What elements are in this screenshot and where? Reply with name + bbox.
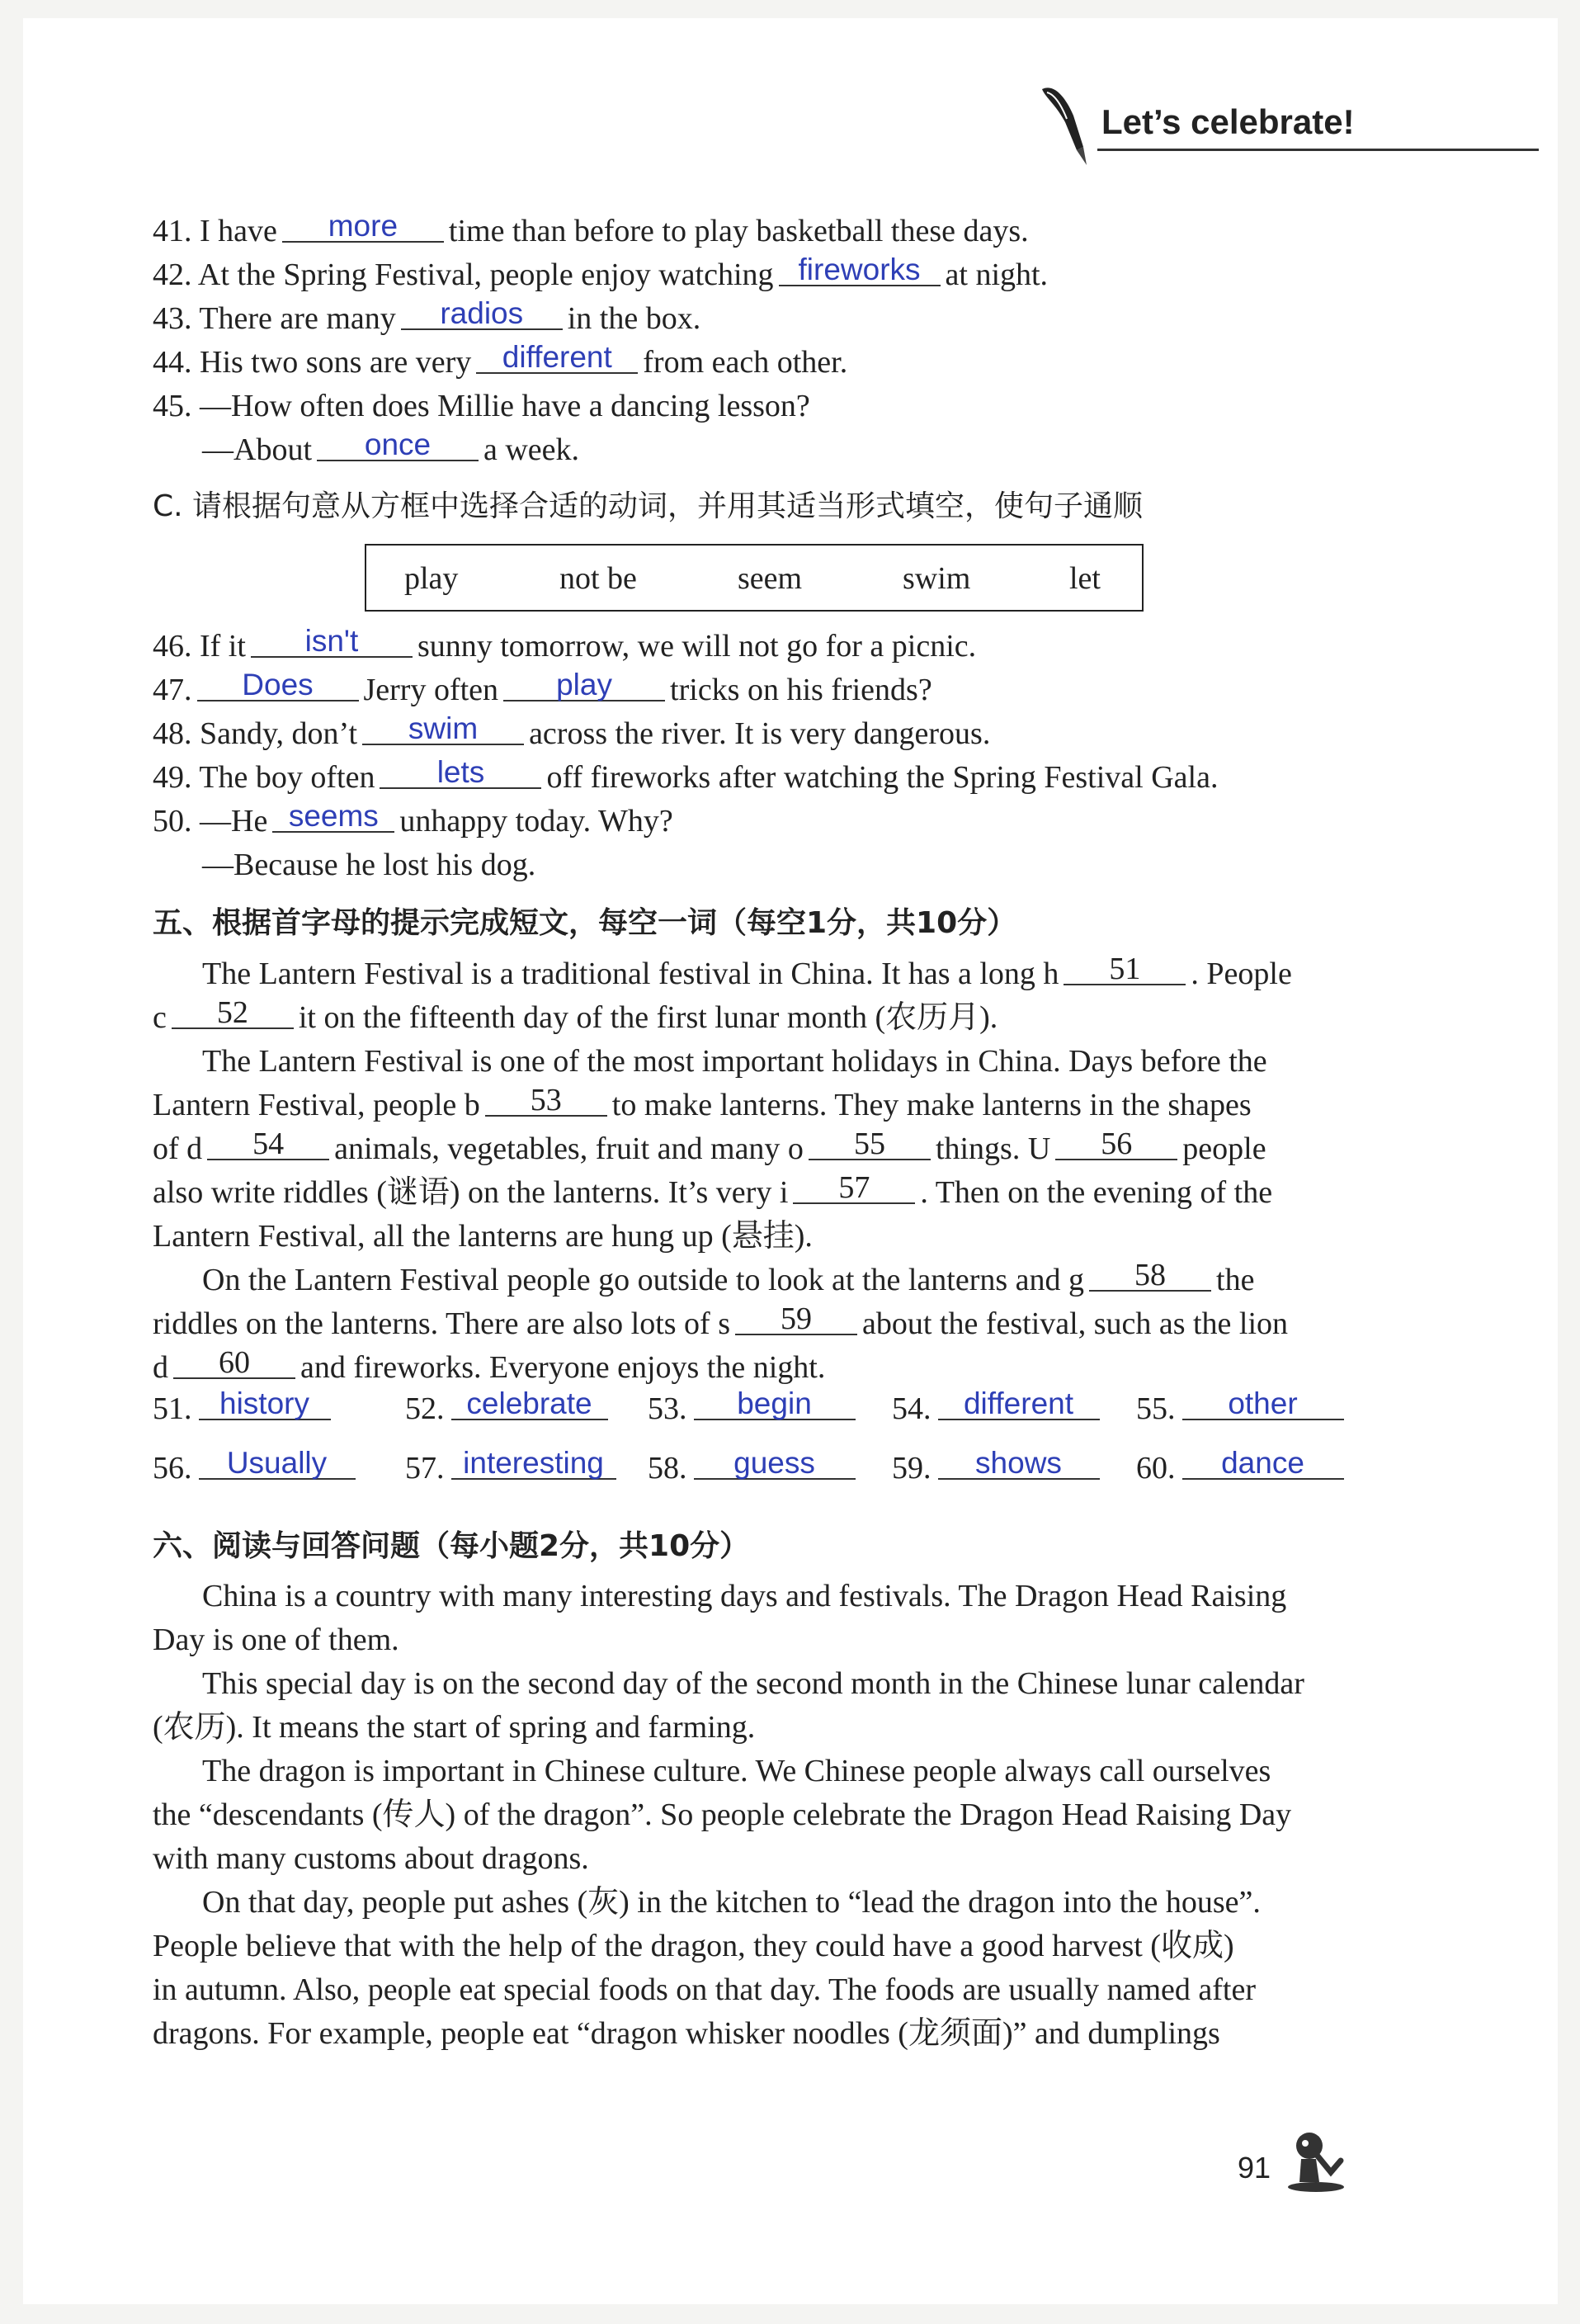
answer-44: different	[502, 340, 612, 374]
question-45: 45. —How often does Millie have a dancing lesson?	[153, 389, 810, 423]
reading-line: the “descendants (传人) of the dragon”. So people celebrate the Dragon Head Raising Day	[153, 1797, 1292, 1832]
question-43: 43. There are many radios in the box.	[153, 296, 701, 336]
reading-line: This special day is on the second day of the second month in the Chinese lunar calendar	[202, 1666, 1304, 1701]
reading-line: (农历). It means the start of spring and farming.	[153, 1710, 756, 1745]
answer-47a: Does	[242, 668, 314, 701]
answer-48: swim	[408, 711, 479, 745]
reading-line: The dragon is important in Chinese culture. We Chinese people always call ourselves	[202, 1754, 1271, 1788]
answer-45: once	[364, 427, 432, 461]
passage-line: c 52 it on the fifteenth day of the first lunar month (农历月).	[153, 995, 998, 1035]
answer-60: 60. dance	[1136, 1450, 1344, 1486]
answer-41: more	[328, 209, 399, 243]
passage-line: The Lantern Festival is a traditional festival in China. It has a long h 51 . People	[202, 952, 1292, 991]
question-44: 44. His two sons are very different from each other.	[153, 340, 848, 380]
passage-line: Lantern Festival, people b 53 to make lanterns. They make lanterns in the shapes	[153, 1083, 1252, 1122]
reading-line: Day is one of them.	[153, 1623, 399, 1657]
answer-59: 59. shows	[892, 1450, 1100, 1486]
passage-line: Lantern Festival, all the lanterns are hung up (悬挂).	[153, 1219, 813, 1254]
answer-52: 52. celebrate	[405, 1391, 608, 1427]
part-c-instruction: C. 请根据句意从方框中选择合适的动词，并用其适当形式填空，使句子通顺	[153, 489, 1144, 523]
reading-line: dragons. For example, people eat “dragon whisker noodles (龙须面)” and dumplings	[153, 2016, 1220, 2051]
question-50: 50. —He seems unhappy today. Why?	[153, 799, 673, 838]
reading-line: in autumn. Also, people eat special foods on that day. The foods are usually named after	[153, 1972, 1257, 2007]
word-box-item: play	[404, 561, 459, 596]
question-42: 42. At the Spring Festival, people enjoy watching fireworks at night.	[153, 253, 1049, 292]
word-box	[365, 544, 1144, 612]
reading-line: China is a country with many interesting days and festivals. The Dragon Head Raising	[202, 1579, 1287, 1613]
header-rule	[1097, 149, 1539, 151]
passage-line: also write riddles (谜语) on the lanterns. It’s very i 57 . Then on the evening of the	[153, 1170, 1273, 1210]
answer-53: 53. begin	[648, 1391, 856, 1427]
passage-line: d 60 and fireworks. Everyone enjoys the night.	[153, 1345, 826, 1385]
question-45-reply: —About once a week.	[202, 427, 580, 467]
section-6-heading: 六、阅读与回答问题（每小题2分，共10分）	[153, 1529, 750, 1563]
reading-line: with many customs about dragons.	[153, 1841, 589, 1876]
question-50-reply: —Because he lost his dog.	[202, 848, 536, 882]
passage-line: On the Lantern Festival people go outside to look at the lanterns and g 58 the	[202, 1258, 1255, 1297]
reading-line: On that day, people put ashes (灰) in the kitchen to “lead the dragon into the house”.	[202, 1885, 1261, 1920]
question-49: 49. The boy often lets off fireworks after watching the Spring Festival Gala.	[153, 755, 1219, 795]
word-box-item: not be	[559, 561, 637, 596]
answer-49: lets	[436, 755, 485, 789]
question-47: 47. Does Jerry often play tricks on his friends?	[153, 668, 932, 707]
passage-line: The Lantern Festival is one of the most important holidays in China. Days before the	[202, 1044, 1267, 1079]
answer-46: isn't	[304, 624, 359, 658]
word-box-item: seem	[738, 561, 803, 596]
passage-line: of d 54 animals, vegetables, fruit and many o 55 things. U 56 people	[153, 1127, 1266, 1166]
reading-line: People believe that with the help of the dragon, they could have a good harvest (收成)	[153, 1929, 1234, 1963]
section-5-heading: 五、根据首字母的提示完成短文，每空一词（每空1分，共10分）	[153, 906, 1017, 940]
pen-icon	[1035, 83, 1093, 169]
answer-56: 56. Usually	[153, 1450, 356, 1486]
answer-55: 55. other	[1136, 1391, 1344, 1427]
answer-58: 58. guess	[648, 1450, 856, 1486]
word-box-item: let	[1069, 561, 1101, 596]
page-number: 91	[1238, 2151, 1271, 2185]
answer-57: 57. interesting	[405, 1450, 616, 1486]
chapter-title: Let’s celebrate!	[1101, 102, 1355, 141]
question-48: 48. Sandy, don’t swim across the river. It is very dangerous.	[153, 711, 991, 751]
answer-47b: play	[556, 668, 612, 701]
answer-43: radios	[440, 296, 524, 330]
answer-50: seems	[288, 799, 379, 833]
chapter-header	[1035, 83, 1539, 157]
answer-51: 51. history	[153, 1391, 331, 1427]
answer-54: 54. different	[892, 1391, 1100, 1427]
word-box-item: swim	[903, 561, 971, 596]
question-41: 41. I have more time than before to play basketball these days.	[153, 209, 1029, 248]
answer-42: fireworks	[798, 253, 921, 286]
question-46: 46. If it isn't sunny tomorrow, we will not go for a picnic.	[153, 624, 977, 664]
mascot-icon	[1283, 2121, 1357, 2195]
passage-line: riddles on the lanterns. There are also lots of s 59 about the festival, such as the lion	[153, 1301, 1289, 1341]
